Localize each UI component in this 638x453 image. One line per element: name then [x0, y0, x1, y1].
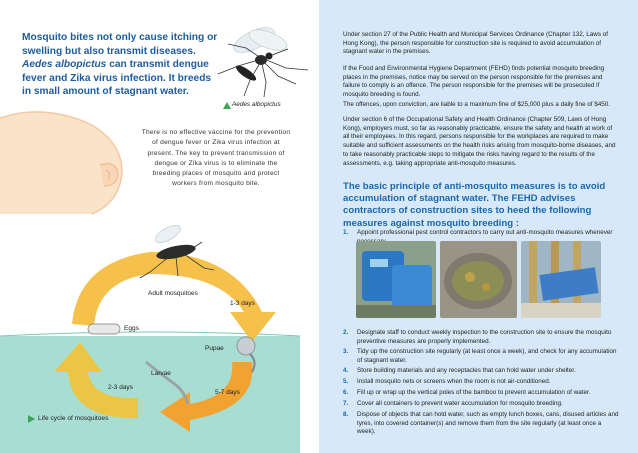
law-paragraph-3: The offences, upon conviction, are liable to a maximum fine of $25,000 plus a daily fine of $450.	[343, 101, 610, 108]
measure-number: 1.	[343, 229, 349, 236]
measure-number: 5.	[343, 378, 349, 385]
measure-text: Designate staff to conduct weekly inspection to the construction site to ensure the mosquito preventive measures are properly implemented.	[357, 329, 612, 345]
intro-part1: Mosquito bites not only cause itching or swelling but also transmit diseases.	[22, 32, 218, 57]
photo-bamboo-poles	[521, 241, 601, 318]
child-head-illustration	[0, 110, 150, 215]
label-eggs: Eggs	[124, 325, 139, 332]
label-larvae: Larvae	[151, 370, 171, 377]
measure-number: 8.	[343, 411, 349, 418]
photo-caption: Aedes albopictus	[232, 101, 281, 108]
label-pupae: Pupae	[205, 345, 224, 352]
caption-marker-icon	[223, 102, 231, 109]
measure-text: Tidy up the construction site regularly (at least once a week), and check for any accumulation of stagnant water.	[357, 348, 617, 364]
label-days-1-3: 1-3 days	[230, 300, 255, 307]
intro-text	[22, 31, 222, 99]
measure-text: Store building materials and any receptacles that can hold water under shelter.	[357, 367, 576, 374]
measure-text: Dispose of objects that can hold water, such as empty lunch boxes, cans, disused articles and tyres, into covered container(s) and remove them from the site regularly (at least once a week).	[357, 411, 619, 436]
measure-text: Fill up or wrap up the vertical poles of the bamboo to prevent accumulation of water.	[357, 389, 591, 396]
label-adult-mosquitoes: Adult mosquitoes	[148, 290, 198, 297]
intro-part2: can transmit dengue fever and Zika virus infection. It breeds in small amount of stagnant water.	[22, 59, 212, 98]
law-paragraph-1: Under section 27 of the Public Health and Municipal Services Ordinance (Chapter 132, Laws of Hong Kong), the person responsible for construction site is required to avoid accumulation of stagnant water in the premises.	[343, 31, 608, 56]
label-days-2-3: 2-3 days	[108, 384, 133, 391]
measure-number: 2.	[343, 329, 349, 336]
photo-stagnant-basin	[440, 241, 517, 318]
measure-number: 4.	[343, 367, 349, 374]
aedes-mosquito-illustration	[206, 18, 316, 98]
vaccine-text: There is no effective vaccine for the prevention of dengue fever or Zika virus infection at present. The key to prevent transmission of dengue or Zika virus is to eliminate the breeding places of mosquito and protect workers from mosquito bite.	[141, 129, 291, 188]
measure-number: 3.	[343, 348, 349, 355]
intro-species: Aedes albopictus	[22, 59, 107, 71]
photo-water-containers	[356, 241, 436, 318]
lifecycle-caption: Life cycle of mosquitoes	[38, 415, 109, 422]
caption-arrow-icon	[28, 415, 35, 423]
measures-heading: The basic principle of anti-mosquito measures is to avoid accumulation of stagnant water. The FEHD advises contractors of construction sites to heed the following measures against mosquito breeding :	[343, 181, 606, 229]
law-paragraph-2: If the Food and Environmental Hygiene Department (FEHD) finds potential mosquito breeding places in the premises, notice may be served on the person responsible for the premises and failure to comply is an offence. The person responsible for the premises will be prosecuted if mosquito breeding is found.	[343, 65, 605, 99]
law-paragraph-4: Under section 6 of the Occupational Safety and Health Ordinance (Chapter 509, Laws of Hong Kong), employers must, so far as reasonably practicable, ensure the safety and health at work of all their employees. In this regard, persons responsible for the workplaces are required to make suitable and sufficient assessments on the health risks arising from mosquito-borne diseases, and to take reasonably practicable steps to mitigate the risks having regard to the results of the assessments, e.g. taking appropriate anti-mosquito measures.	[343, 116, 616, 167]
measure-text: Install mosquito nets or screens when the room is not air-conditioned.	[357, 378, 551, 385]
measure-text: Cover all containers to prevent water accumulation for mosquito breeding.	[357, 400, 563, 407]
measure-number: 7.	[343, 400, 349, 407]
label-days-5-7: 5-7 days	[215, 389, 240, 396]
measure-number: 6.	[343, 389, 349, 396]
measure-text: Appoint professional pest control contractors to carry out anti-mosquito measures whenever	[357, 229, 613, 236]
